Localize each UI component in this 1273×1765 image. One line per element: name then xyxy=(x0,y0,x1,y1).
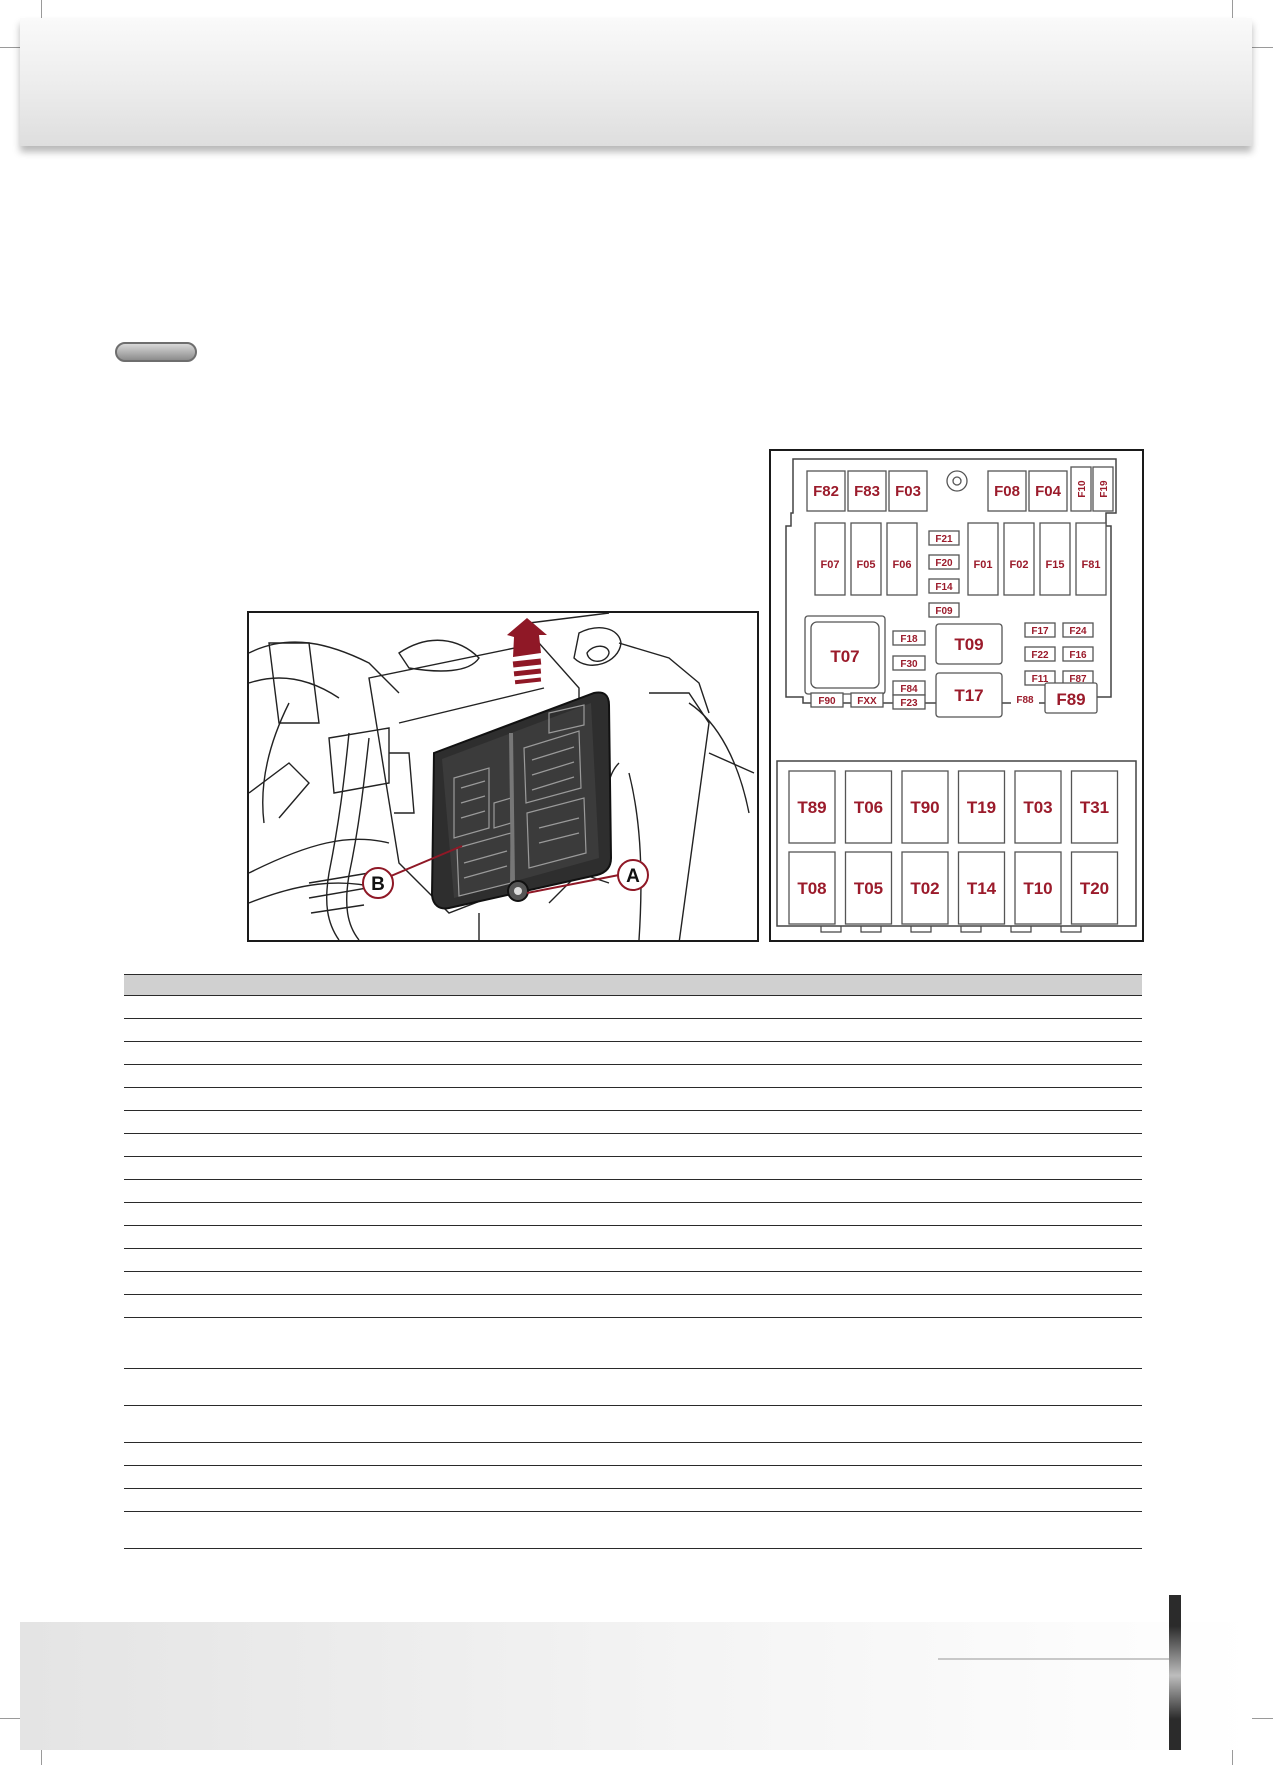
fuse-label: F21 xyxy=(935,534,953,545)
fuse-label: F09 xyxy=(935,606,953,617)
page-header-band xyxy=(20,18,1252,146)
fuse-label: F88 xyxy=(1016,695,1034,706)
fuse-label: F02 xyxy=(1009,559,1029,571)
table-row xyxy=(124,1512,1142,1549)
fuse-label: F87 xyxy=(1069,674,1087,685)
fuse-label: F90 xyxy=(818,696,836,707)
relay-label: T08 xyxy=(797,879,827,898)
relay-label: T31 xyxy=(1079,798,1110,817)
table-row xyxy=(124,1203,1142,1226)
relay-label: T07 xyxy=(830,647,860,666)
fuse-label: F20 xyxy=(935,558,953,569)
fuse-label: F89 xyxy=(1056,690,1086,709)
footer-rule xyxy=(938,1658,1170,1660)
page-edge-tab xyxy=(1169,1595,1181,1750)
table-row xyxy=(124,1295,1142,1318)
fuse-label: F14 xyxy=(935,582,953,593)
table-row xyxy=(124,1088,1142,1111)
table-row xyxy=(124,1466,1142,1489)
table-row xyxy=(124,1019,1142,1042)
fuse-label: F24 xyxy=(1069,626,1087,637)
relay-label: T14 xyxy=(966,879,997,898)
fuse-label: F22 xyxy=(1031,650,1049,661)
relay-label: T89 xyxy=(797,798,827,817)
relay-label: T19 xyxy=(966,798,997,817)
relay-label: T05 xyxy=(853,879,884,898)
relay-label: T17 xyxy=(954,686,984,705)
fuse-label: F82 xyxy=(813,483,839,500)
table-row xyxy=(124,1443,1142,1466)
relay-label: T03 xyxy=(1023,798,1053,817)
fuse-layout-figure xyxy=(769,449,1144,942)
lift-arrow xyxy=(507,618,547,684)
table-row xyxy=(124,1180,1142,1203)
relay-label: T90 xyxy=(910,798,940,817)
fuse-label: F16 xyxy=(1069,650,1087,661)
table-row xyxy=(124,1489,1142,1512)
table-row xyxy=(124,1369,1142,1406)
fuse-label: F08 xyxy=(994,483,1020,500)
table-row xyxy=(124,1318,1142,1369)
table-row xyxy=(124,996,1142,1019)
fuse-box-drawing xyxy=(249,613,757,940)
section-marker-pill xyxy=(115,342,197,362)
fuse-label: FXX xyxy=(857,696,877,707)
relay-label: T20 xyxy=(1079,879,1110,898)
callout-b-label: B xyxy=(371,874,385,895)
fuse-label: F11 xyxy=(1031,674,1049,685)
fuse-label: F30 xyxy=(900,659,918,670)
table-row xyxy=(124,1406,1142,1443)
table-row xyxy=(124,1111,1142,1134)
fuse-label: F10 xyxy=(1077,480,1088,498)
page-footer-band xyxy=(20,1622,1252,1750)
fuse-box-location-figure xyxy=(247,611,759,942)
table-row xyxy=(124,1226,1142,1249)
fuse-label: F06 xyxy=(892,559,912,571)
fuse-label: F04 xyxy=(1035,483,1061,500)
fuse-label: F18 xyxy=(900,634,918,645)
fuse-label: F23 xyxy=(900,698,918,709)
fuse-label: F07 xyxy=(820,559,840,571)
table-row xyxy=(124,1042,1142,1065)
fuse-label: F03 xyxy=(895,483,921,500)
relay-label: T09 xyxy=(954,635,984,654)
fuse-table xyxy=(124,974,1142,1549)
table-header-row xyxy=(124,974,1142,996)
table-row xyxy=(124,1272,1142,1295)
relay-label: T02 xyxy=(910,879,940,898)
relay-label: T10 xyxy=(1023,879,1053,898)
fuse-label: F15 xyxy=(1045,559,1065,571)
table-row xyxy=(124,1157,1142,1180)
table-row xyxy=(124,1249,1142,1272)
fuse-label: F19 xyxy=(1099,480,1110,498)
fuse-label: F05 xyxy=(856,559,876,571)
relay-label: T06 xyxy=(853,798,884,817)
fuse-layout-diagram xyxy=(771,451,1142,940)
fuse-label: F01 xyxy=(973,559,993,571)
table-row xyxy=(124,1134,1142,1157)
fuse-label: F83 xyxy=(854,483,880,500)
fuse-label: F17 xyxy=(1031,626,1049,637)
fuse-label: F81 xyxy=(1081,559,1101,571)
table-row xyxy=(124,1065,1142,1088)
fuse-label: F84 xyxy=(900,684,918,695)
callout-a-label: A xyxy=(626,866,640,887)
